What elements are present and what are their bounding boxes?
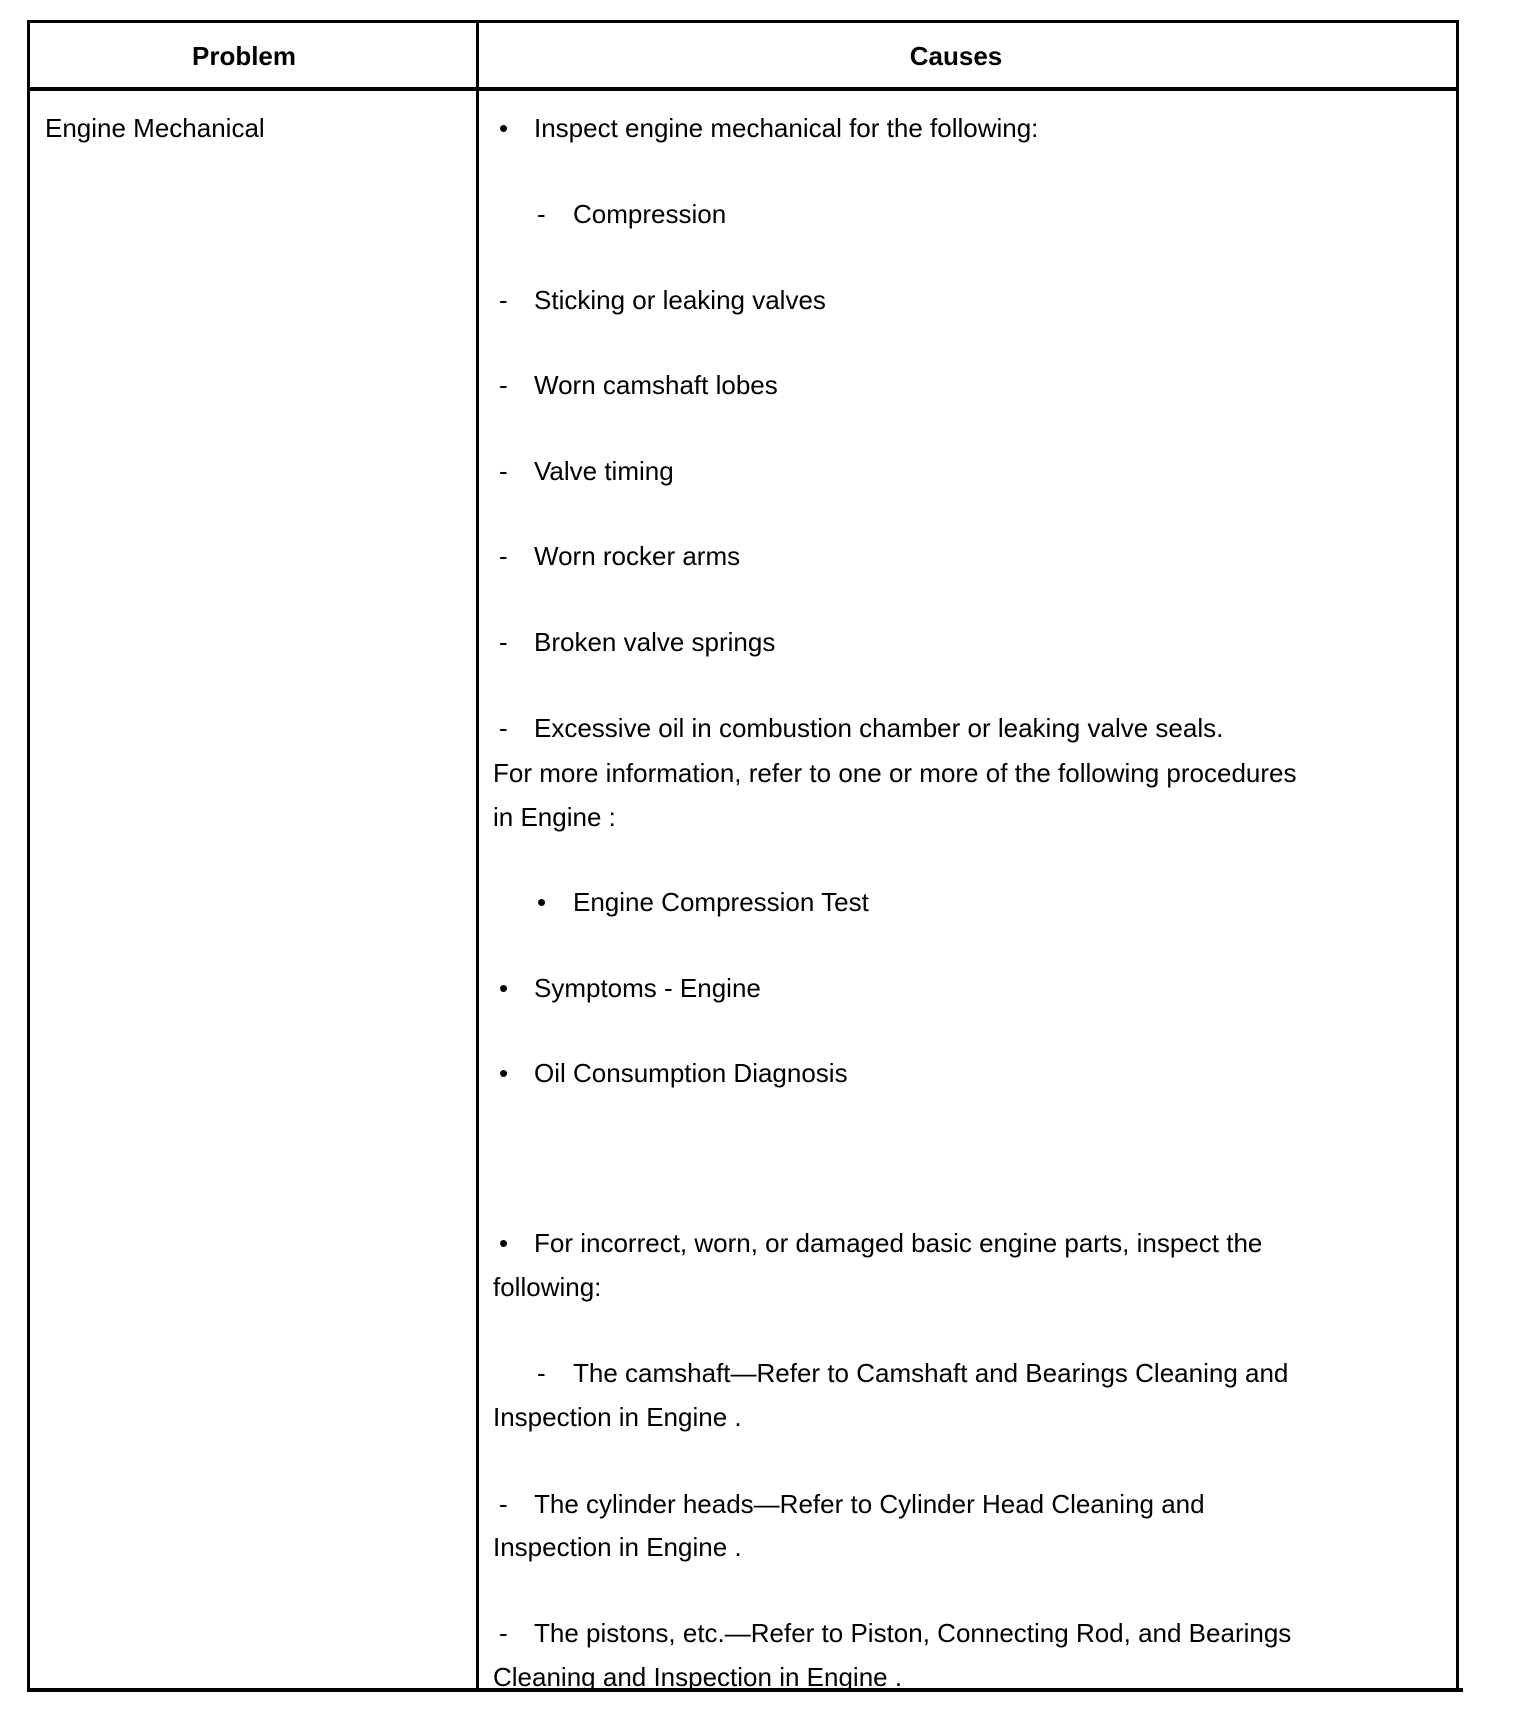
- cause-line: The pistons, etc.—Refer to Piston, Connecting Rod, and Bearings: [534, 1618, 1292, 1648]
- cause-line: Symptoms - Engine: [534, 973, 761, 1003]
- cause-line: Oil Consumption Diagnosis: [534, 1058, 848, 1088]
- header-problem: Problem: [191, 41, 297, 71]
- cause-line: Worn rocker arms: [534, 541, 741, 571]
- cause-line: Inspection in Engine .: [493, 1402, 742, 1432]
- bullet-icon: •: [499, 113, 509, 143]
- cause-line: Valve timing: [534, 456, 674, 486]
- table-border-top: [27, 20, 1459, 23]
- bullet-icon: •: [499, 1228, 509, 1258]
- bullet-icon: •: [499, 1058, 509, 1088]
- dash-icon: -: [499, 541, 508, 571]
- bullet-icon: •: [499, 973, 509, 1003]
- cause-line: Inspect engine mechanical for the following:: [534, 113, 1039, 143]
- cause-line: Sticking or leaking valves: [534, 285, 826, 315]
- cause-line: Inspection in Engine .: [493, 1532, 742, 1562]
- cause-line: Excessive oil in combustion chamber or leaking valve seals.: [534, 713, 1224, 743]
- dash-icon: -: [499, 1489, 508, 1519]
- table-border-left: [27, 20, 30, 1692]
- cause-line: Broken valve springs: [534, 627, 776, 657]
- cause-line: following:: [493, 1272, 602, 1302]
- dash-icon: -: [499, 456, 508, 486]
- bullet-icon: •: [537, 887, 547, 917]
- dash-icon: -: [499, 713, 508, 743]
- cause-line: in Engine :: [493, 802, 616, 832]
- table-column-divider: [476, 20, 479, 1692]
- dash-icon: -: [499, 627, 508, 657]
- dash-icon: -: [499, 285, 508, 315]
- table-border-right: [1456, 20, 1459, 1692]
- cause-line: Compression: [573, 199, 727, 229]
- cause-line: For more information, refer to one or more of the following procedures: [493, 758, 1297, 788]
- dash-icon: -: [537, 199, 546, 229]
- cause-line: Worn camshaft lobes: [534, 370, 778, 400]
- header-causes: Causes: [909, 41, 1003, 71]
- dash-icon: -: [537, 1358, 546, 1388]
- cause-line: The camshaft—Refer to Camshaft and Bearings Cleaning and: [573, 1358, 1289, 1388]
- cause-line: The cylinder heads—Refer to Cylinder Head Cleaning and: [534, 1489, 1205, 1519]
- cause-line: For incorrect, worn, or damaged basic engine parts, inspect the: [534, 1228, 1263, 1258]
- header-divider: [27, 87, 1459, 91]
- dash-icon: -: [499, 370, 508, 400]
- cause-line: Engine Compression Test: [573, 887, 869, 917]
- problem-cell: Engine Mechanical: [45, 113, 265, 143]
- cause-line: Cleaning and Inspection in Engine .: [493, 1662, 903, 1692]
- dash-icon: -: [499, 1618, 508, 1648]
